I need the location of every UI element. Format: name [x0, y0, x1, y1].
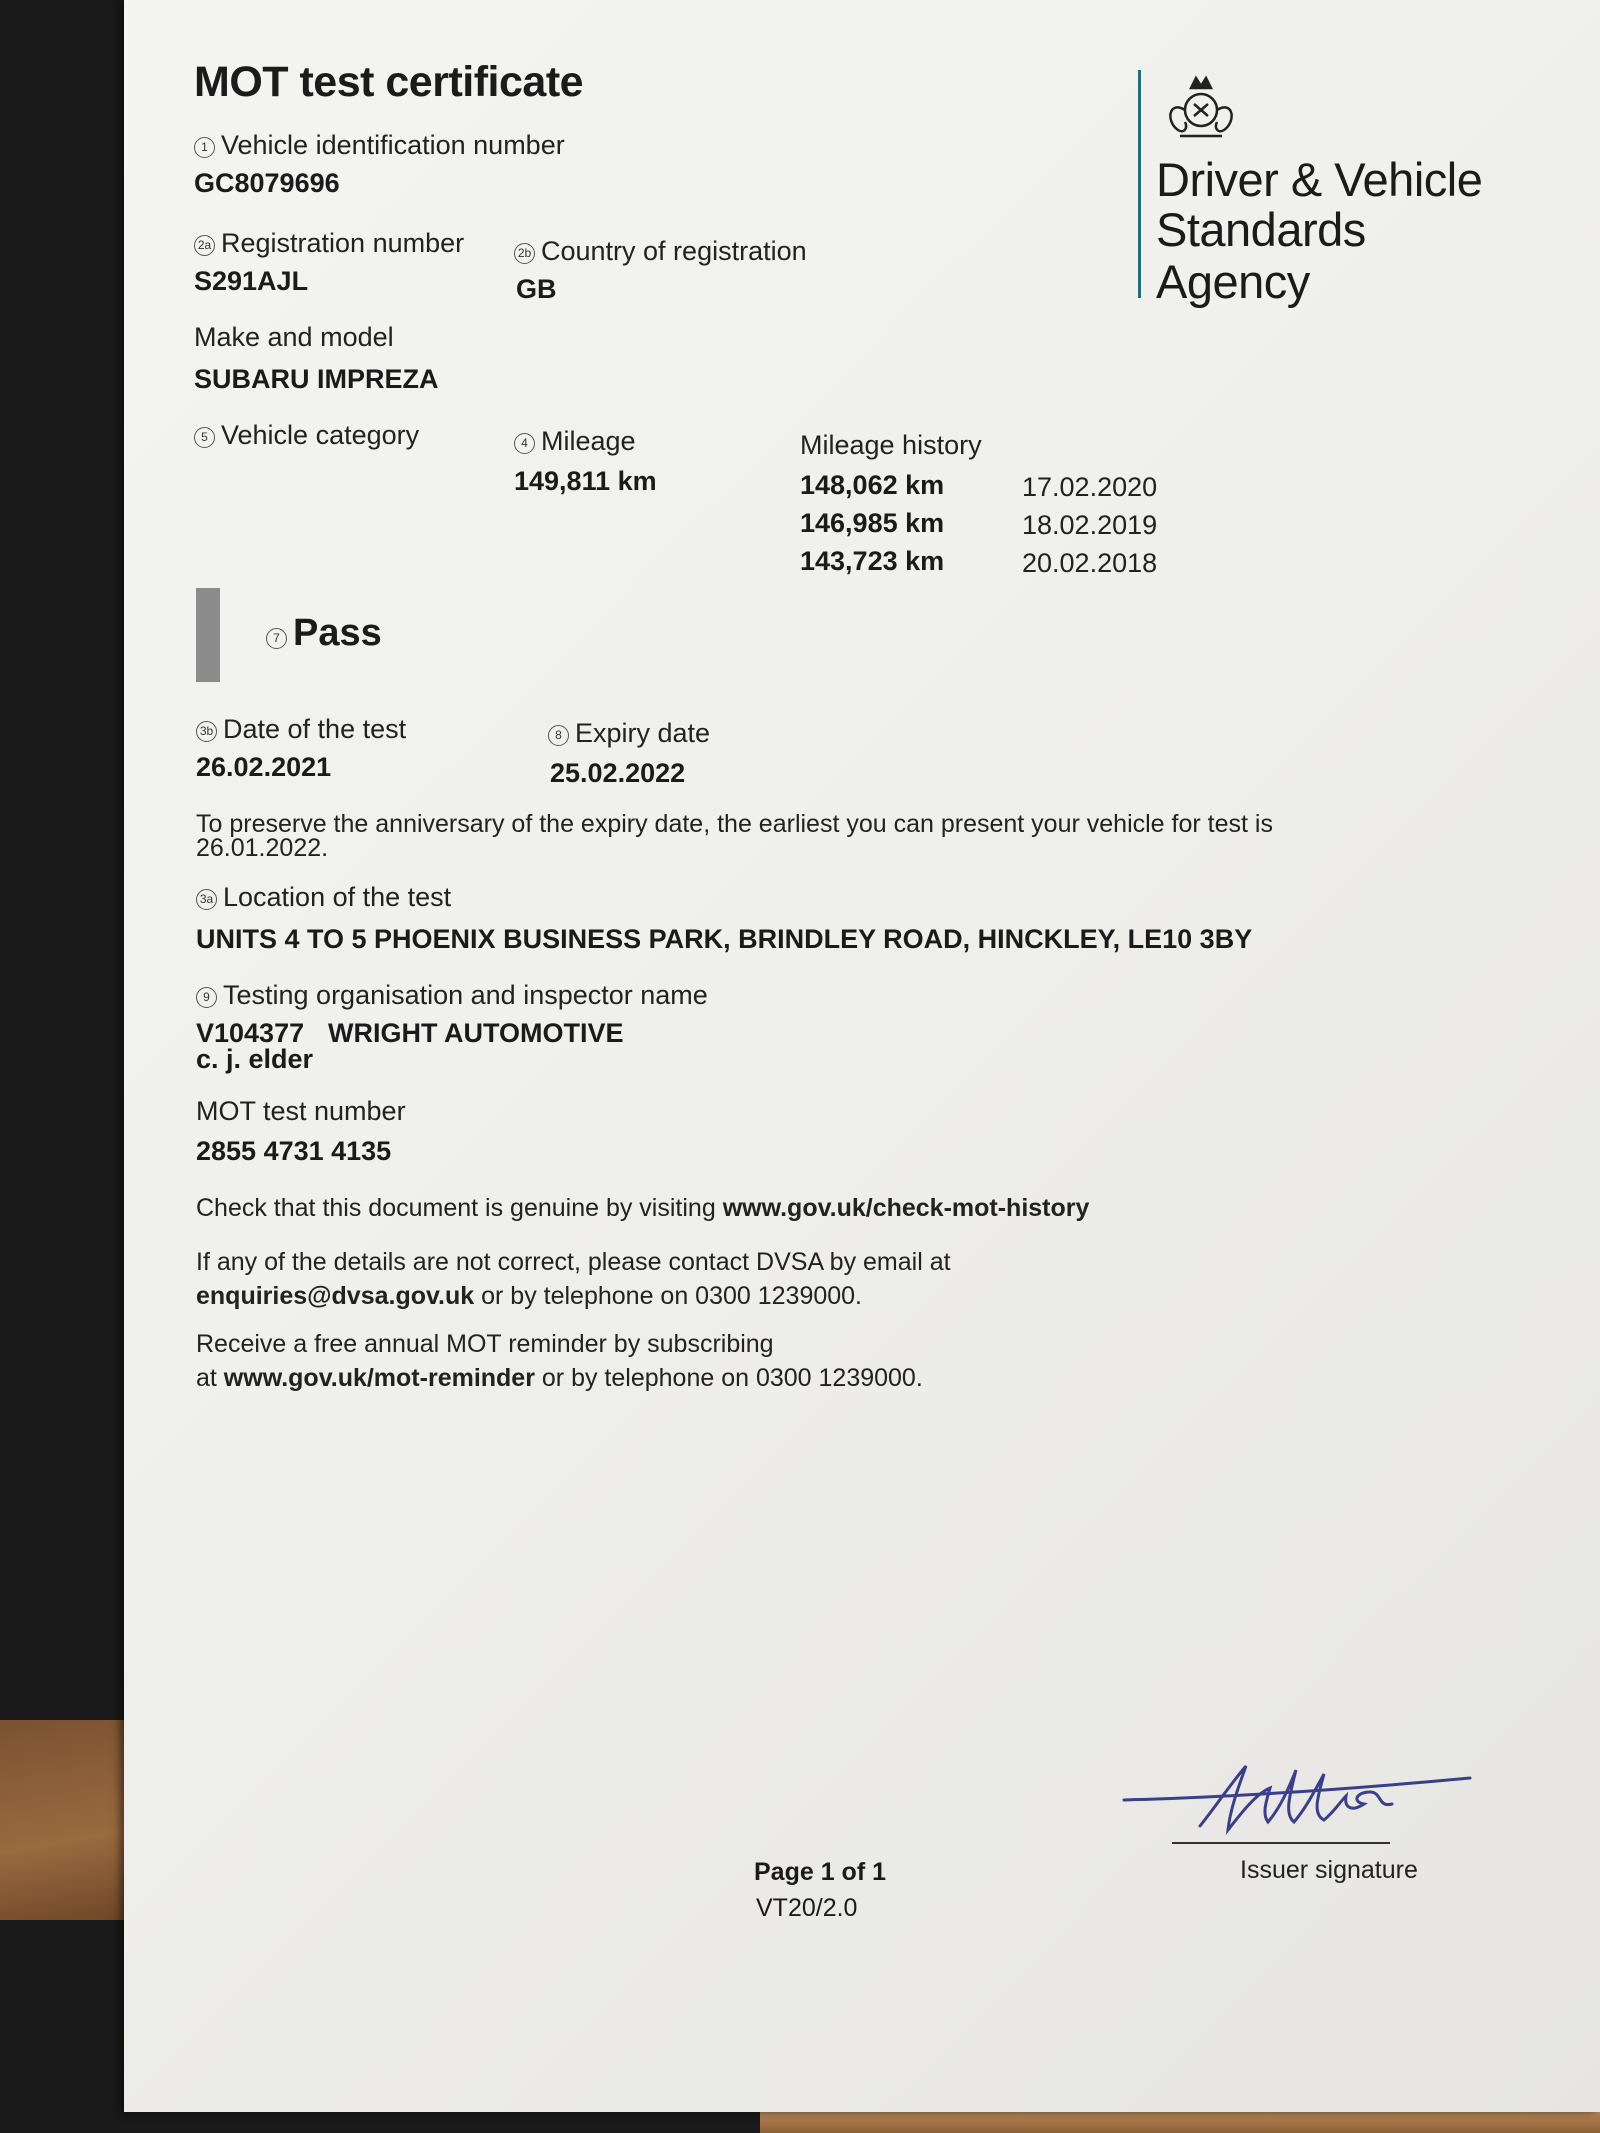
mileage-history-date: 17.02.2020: [1022, 472, 1158, 502]
check-note: Check that this document is genuine by visiting www.gov.uk/check-mot-history: [196, 1194, 1090, 1222]
issuer-signature-mark: [1120, 1752, 1480, 1842]
anniversary-note-line1: To preserve the anniversary of the expiry date, the earliest you can present your vehicle for test is: [196, 810, 1273, 838]
mileage-history-km: 143,723 km: [800, 546, 945, 576]
page-indicator: Page 1 of 1: [754, 1858, 886, 1886]
vin-value: GC8079696: [194, 168, 340, 198]
mot-reminder-link[interactable]: www.gov.uk/mot-reminder: [223, 1364, 535, 1392]
field-number: 3b: [196, 721, 217, 742]
vehicle-category-label: 5 Vehicle category: [194, 420, 419, 451]
country-value: GB: [516, 274, 557, 304]
mileage-history-date: 20.02.2018: [1022, 548, 1158, 578]
signature-label: Issuer signature: [1240, 1856, 1418, 1884]
country-label: 2b Country of registration: [514, 236, 807, 267]
field-number: 1: [194, 137, 215, 158]
reminder-note-line2: at www.gov.uk/mot-reminder or by telephone on 0300 1239000.: [196, 1364, 923, 1392]
field-number: 5: [194, 427, 215, 448]
vin-label: 1 Vehicle identification number: [194, 130, 565, 161]
desk-surface: [0, 1720, 130, 1920]
test-number-label: MOT test number: [196, 1096, 406, 1126]
test-result: 7 Pass: [266, 612, 382, 655]
agency-name-line2: Standards: [1156, 203, 1366, 256]
location-value: UNITS 4 TO 5 PHOENIX BUSINESS PARK, BRINDLEY ROAD, HINCKLEY, LE10 3BY: [196, 924, 1253, 954]
make-model-value: SUBARU IMPREZA: [194, 364, 439, 394]
location-label: 3a Location of the test: [196, 882, 451, 913]
mileage-label: 4 Mileage: [514, 426, 636, 457]
test-number-value: 2855 4731 4135: [196, 1136, 392, 1166]
reminder-note-line1: Receive a free annual MOT reminder by subscribing: [196, 1330, 774, 1358]
organisation-label: 9 Testing organisation and inspector name: [196, 980, 708, 1011]
form-code: VT20/2.0: [756, 1894, 858, 1922]
agency-name-line3: Agency: [1156, 255, 1310, 308]
expiry-date-label: 8 Expiry date: [548, 718, 710, 749]
inspector-name: c. j. elder: [196, 1044, 314, 1074]
field-number: 9: [196, 987, 217, 1008]
field-number: 2b: [514, 243, 535, 264]
result-indicator-bar: [196, 588, 220, 682]
make-model-label: Make and model: [194, 322, 394, 352]
expiry-date-value: 25.02.2022: [550, 758, 686, 788]
check-mot-history-link[interactable]: www.gov.uk/check-mot-history: [722, 1194, 1090, 1222]
field-number: 7: [266, 628, 287, 649]
mileage-value: 149,811 km: [514, 466, 657, 496]
contact-note-line1: If any of the details are not correct, please contact DVSA by email at: [196, 1248, 951, 1276]
anniversary-note-line2: 26.01.2022.: [196, 834, 329, 862]
field-number: 8: [548, 725, 569, 746]
dvsa-email-link[interactable]: enquiries@dvsa.gov.uk: [196, 1282, 475, 1310]
page-title: MOT test certificate: [194, 58, 584, 106]
field-number: 4: [514, 433, 535, 454]
mileage-history-date: 18.02.2019: [1022, 510, 1158, 540]
royal-crest-icon: [1158, 70, 1244, 142]
signature-line: [1172, 1842, 1390, 1844]
contact-note-line2: enquiries@dvsa.gov.uk or by telephone on 0300 1239000.: [196, 1282, 863, 1310]
mileage-history-km: 146,985 km: [800, 508, 945, 538]
agency-name-line1: Driver & Vehicle: [1156, 153, 1483, 206]
field-number: 3a: [196, 889, 217, 910]
mileage-history-label: Mileage history: [800, 430, 982, 460]
agency-logo-rule: [1138, 70, 1141, 298]
test-date-label: 3b Date of the test: [196, 714, 406, 745]
registration-label: 2a Registration number: [194, 228, 464, 259]
test-date-value: 26.02.2021: [196, 752, 332, 782]
desk-surface-bottom: [760, 2110, 1600, 2133]
organisation-id: V104377: [196, 1018, 305, 1048]
mileage-history-km: 148,062 km: [800, 470, 945, 500]
field-number: 2a: [194, 235, 215, 256]
registration-value: S291AJL: [194, 266, 309, 296]
organisation-name: WRIGHT AUTOMOTIVE: [328, 1018, 624, 1048]
